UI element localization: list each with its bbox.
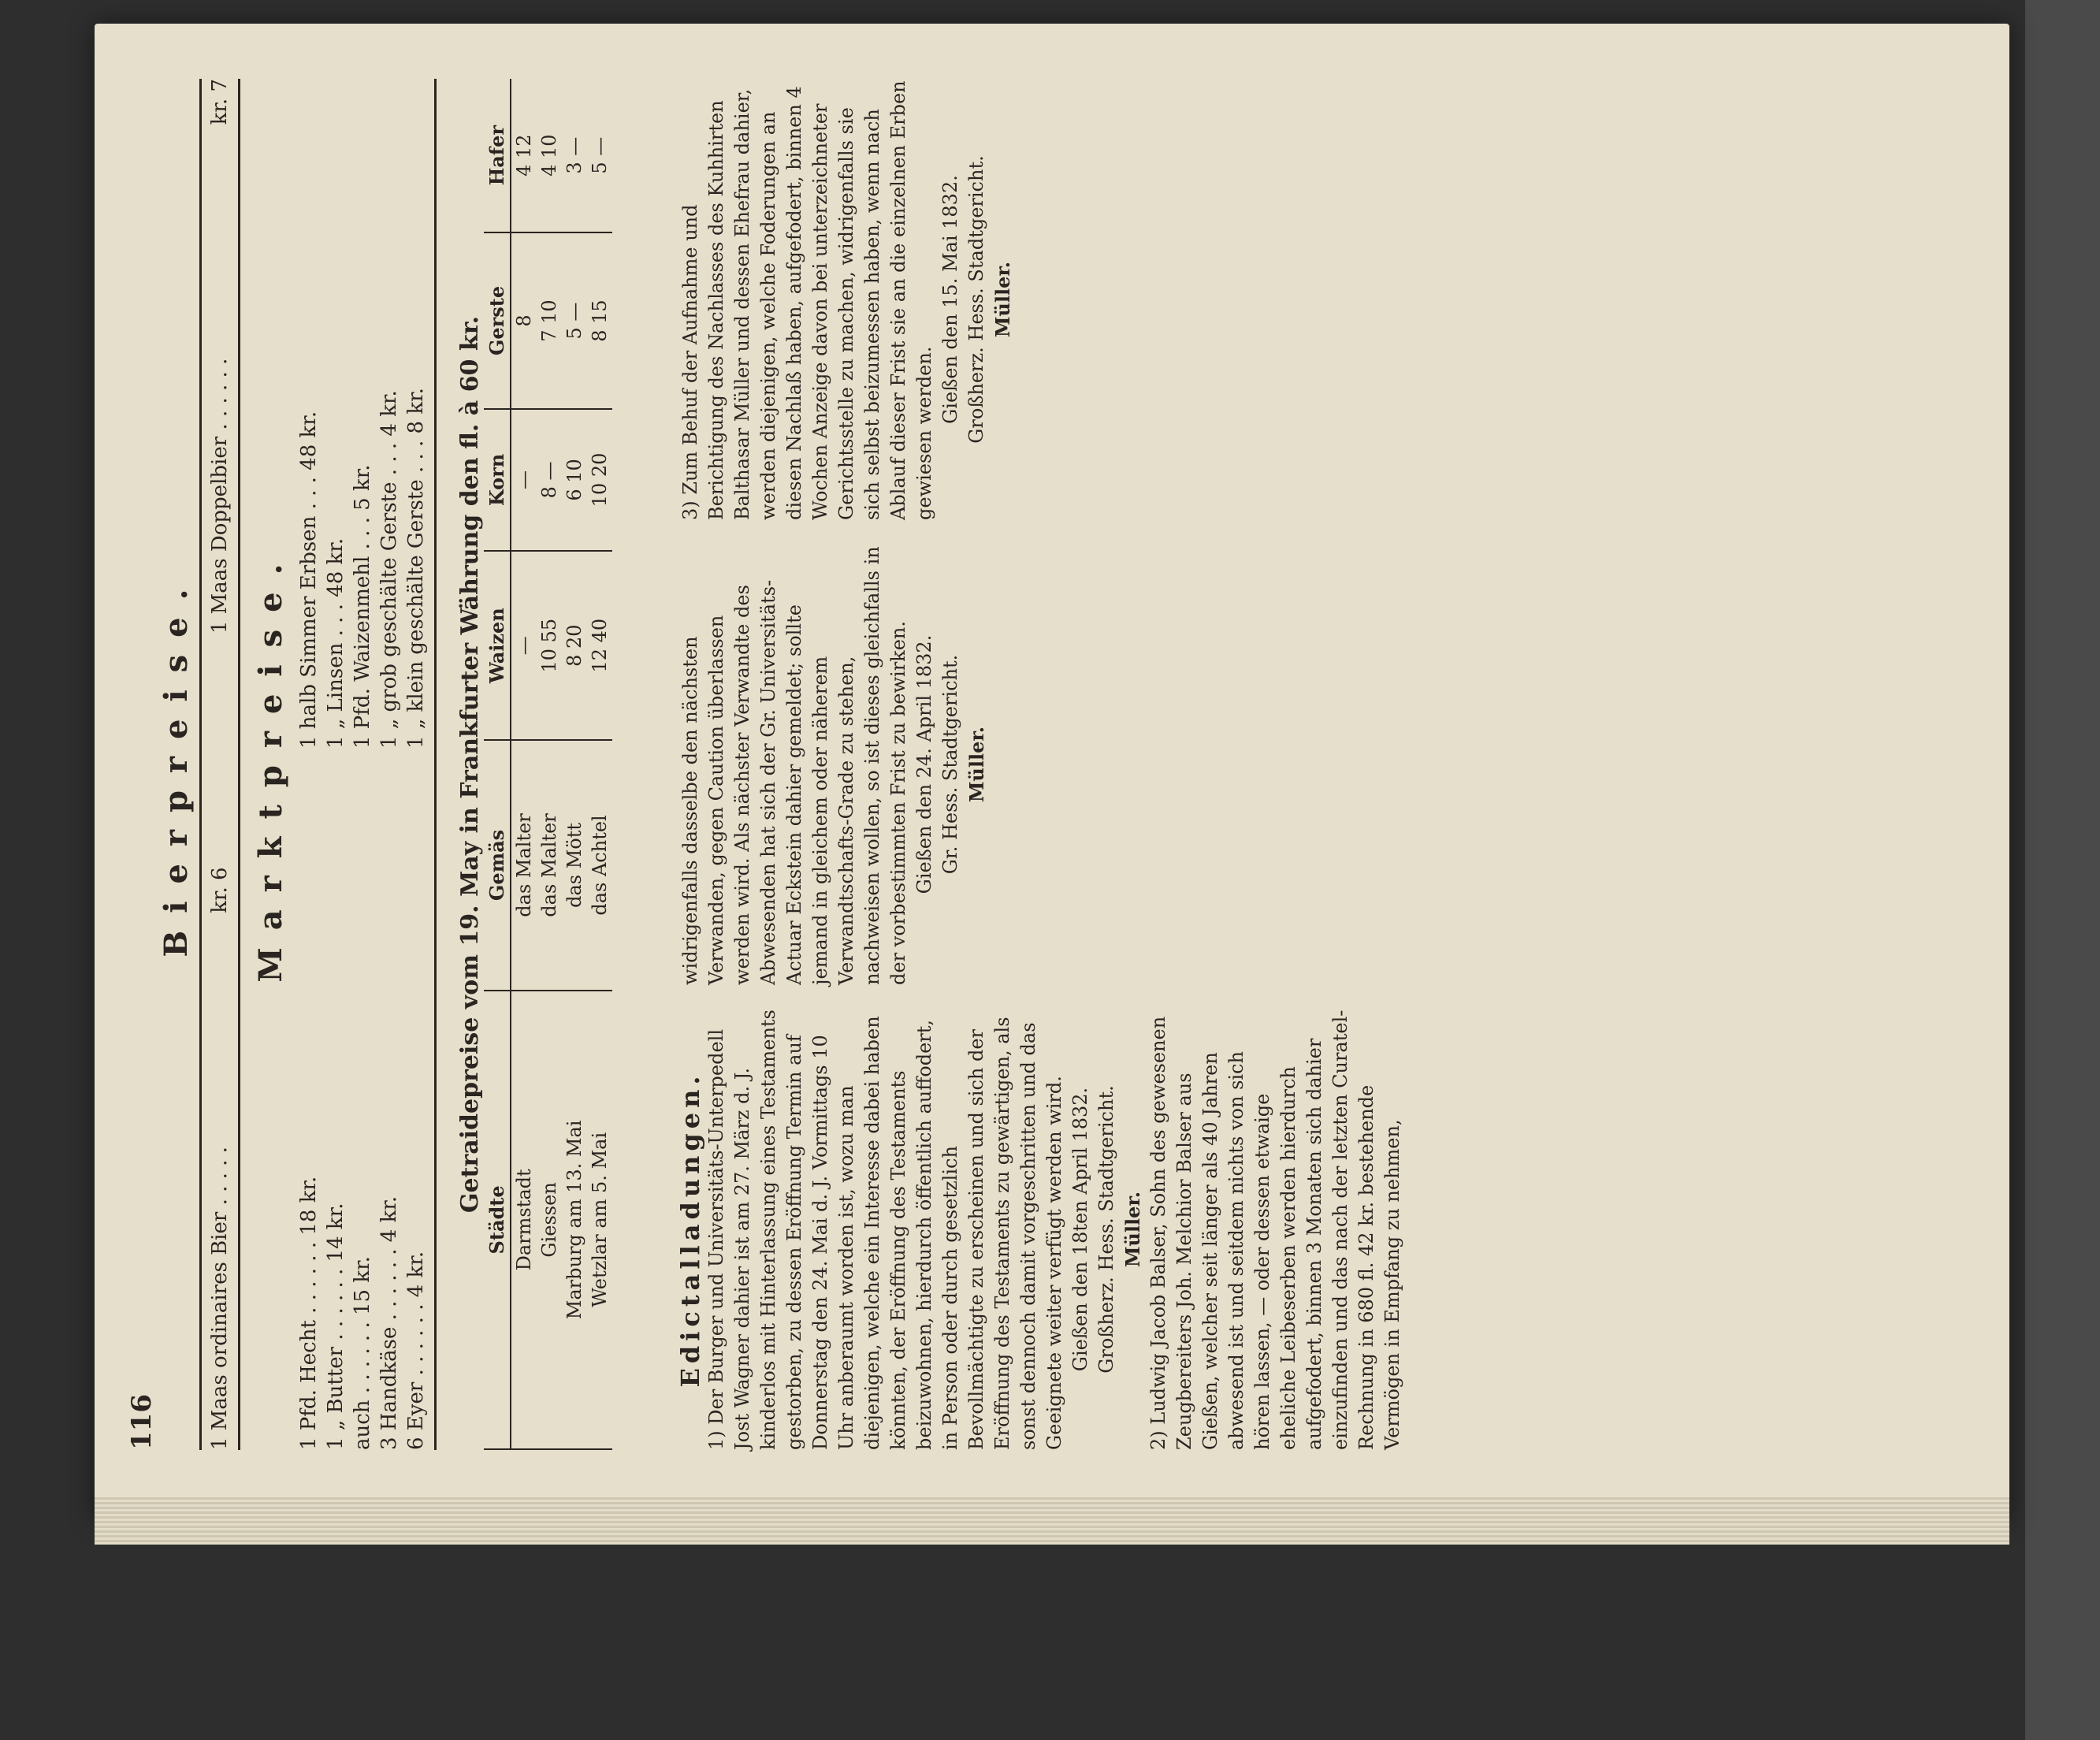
cell: 4 10 [537, 79, 562, 232]
edict-2-continued: widrigenfalls dasselbe den nächsten Verwanden, gegen Caution überlassen werden wird. Als nächster Verwandte des Abwesenden hat sich der Gr. Universitäts-Actuar Eckstein dahier gemeldet; sollte jemand in gleichem oder näherem Verwandtschafts-Grade zu stehen, nachweisen wollen, so ist dieses gleichfalls in der vorbestimmten Frist zu bewirken. [679, 546, 909, 985]
edicts-heading: Edictalladungen. [675, 1071, 705, 1388]
market-item: 1 „ klein geschälte Gerste . . . 8 kr. [404, 388, 428, 749]
page-number: 116 [126, 1394, 158, 1450]
market-item: 1 Pfd. Hecht . . . . . . 18 kr. [297, 1176, 321, 1450]
edict-2-court: Gr. Hess. Stadtgericht. [939, 654, 961, 875]
edict-2-text: 2) Ludwig Jacob Balser, Sohn des gewesenen Zeugbereiters Joh. Melchior Balser aus Gießen, welcher seit länger als 40 Jahren abwesend ist und seitdem nichts von sich hören lassen, — oder dessen etwaige eheliche Leibeserben werden hierdurch aufgefodert, binnen 3 Monaten sich dahier einzufinden und das nach der letzten Curatel-Rechnung in 680 fl. 42 kr. bestehende Vermögen in Empfang zu nehmen, [1147, 1009, 1403, 1450]
cell: 10 20 [587, 409, 612, 552]
cell: Marburg am 13. Mai [562, 991, 587, 1449]
cell: Darmstadt [511, 991, 537, 1449]
beer-item-2: 1 Maas Doppelbier . . . . . . [208, 358, 232, 634]
col-header: Korn [484, 409, 511, 552]
col-header: Hafer [484, 79, 511, 232]
divider [434, 79, 437, 1450]
cell: 7 10 [537, 232, 562, 408]
col-header: Städte [484, 991, 511, 1449]
cell: 5 — [562, 232, 587, 408]
edict-2-date: Gießen den 24. April 1832. [913, 634, 935, 894]
market-item: auch . . . . . . 15 kr. [351, 1256, 374, 1450]
table-row [537, 79, 562, 1449]
table-row [511, 79, 537, 1449]
grain-prices-heading: Getraidepreise vom 19. May in Frankfurter Währung den fl. à 60 kr. [456, 315, 484, 1214]
market-item: 3 Handkäse . . . . . . 4 kr. [377, 1195, 401, 1450]
beer-prices-row [206, 79, 233, 1450]
edict-3-court: Großherz. Hess. Stadtgericht. [965, 155, 987, 444]
col-header: Waizen [484, 551, 511, 740]
cell: 10 55 [537, 551, 562, 740]
edict-1-court: Großherz. Hess. Stadtgericht. [1095, 1085, 1117, 1374]
beer-price-1: kr. 6 [208, 867, 232, 913]
beer-item-1: 1 Maas ordinaires Bier . . . . . [208, 1147, 232, 1450]
scan-edge-bar [2025, 0, 2100, 1740]
edict-1-signature: Müller. [1121, 1191, 1144, 1268]
edict-1-text: 1) Der Burger und Universitäts-Unterpedell Jost Wagner dahier ist am 27. März d. J. kinderlos mit Hinterlassung eines Testaments gestorben, zu dessen Eröffnung Termin auf Donnerstag den 24. Mai d. J. Vormittags 10 Uhr anberaumt worden ist, wozu man diejenigen, welche ein Interesse dabei haben könnten, der Eröffnung des Testaments beizuwohnen, hierdurch öffentlich auffodert, in Person oder durch gesetzlich Bevollmächtigte zu erscheinen und sich der Eröffnung des Testaments zu gewärtigen, als sonst dennoch damit vorgeschritten und das Geeignete weiter verfügt werden wird. [705, 1009, 1065, 1450]
market-item: 1 „ Butter . . . . . . 14 kr. [324, 1203, 348, 1450]
cell: 8 15 [587, 232, 612, 408]
col-header: Gemäs [484, 740, 511, 991]
beer-price-2: kr. 7 [208, 79, 232, 125]
cell: 8 20 [562, 551, 587, 740]
cell: 5 — [587, 79, 612, 232]
edict-3-text: 3) Zum Behuf der Aufnahme und Berichtigung des Nachlasses des Kuhhirten Balthasar Müller und dessen Ehefrau dahier, werden diejenigen, welche Foderungen an diesen Nachlaß haben, aufgefodert, binnen 4 Wochen Anzeige davon bei unterzeichneter Gerichtsstelle zu machen, widrigenfalls sie sich selbst beizumessen haben, wenn nach Ablauf dieser Frist sie an die einzelnen Erben gewiesen werden. [679, 80, 935, 520]
cell: das Achtel [587, 740, 612, 991]
edict-1-date: Gießen den 18ten April 1832. [1069, 1087, 1091, 1372]
divider [199, 79, 202, 1450]
cell: 8 [511, 232, 537, 408]
cell: das Malter [511, 740, 537, 991]
edicts-column-1 [675, 1009, 1406, 1450]
rotated-page-content [126, 79, 1403, 1450]
table-row [587, 79, 612, 1449]
cell: 4 12 [511, 79, 537, 232]
cell: 3 — [562, 79, 587, 232]
beer-prices-heading: Bierpreise. [158, 571, 195, 957]
market-item: 1 Pfd. Waizenmehl . . . 5 kr. [351, 464, 374, 749]
divider [238, 79, 240, 1450]
market-item: 1 „ Linsen . . . 48 kr. [324, 537, 348, 749]
cell: — [511, 551, 537, 740]
page-edges [95, 1497, 2009, 1545]
table-row [562, 79, 587, 1449]
cell: Giessen [537, 991, 562, 1449]
edict-3-signature: Müller. [991, 261, 1014, 338]
cell: Wetzlar am 5. Mai [587, 991, 612, 1449]
edicts-column-2 [678, 544, 990, 985]
cell: das Malter [537, 740, 562, 991]
beer-prices-section [158, 79, 245, 1450]
cell: 8 — [537, 409, 562, 552]
market-item: 1 „ grob geschälte Gerste . . . 4 kr. [377, 390, 401, 749]
cell: 6 10 [562, 409, 587, 552]
market-prices-table [295, 79, 429, 1450]
market-left-column [295, 780, 429, 1450]
grain-prices-section [457, 79, 612, 1450]
edict-3-date: Gießen den 15. Mai 1832. [939, 175, 961, 424]
market-right-column [295, 79, 429, 749]
market-prices-heading: Marktpreise. [252, 546, 289, 983]
market-item: 6 Eyer . . . . . . 4 kr. [404, 1251, 428, 1450]
cell: — [511, 409, 537, 552]
market-item: 1 halb Simmer Erbsen . . . 48 kr. [297, 411, 321, 749]
cell: 12 40 [587, 551, 612, 740]
market-prices-section [252, 79, 441, 1450]
cell: das Mött [562, 740, 587, 991]
edicts-column-3 [678, 79, 1016, 520]
grain-prices-table [484, 79, 612, 1450]
edict-2-signature: Müller. [965, 726, 988, 803]
col-header: Gerste [484, 232, 511, 408]
